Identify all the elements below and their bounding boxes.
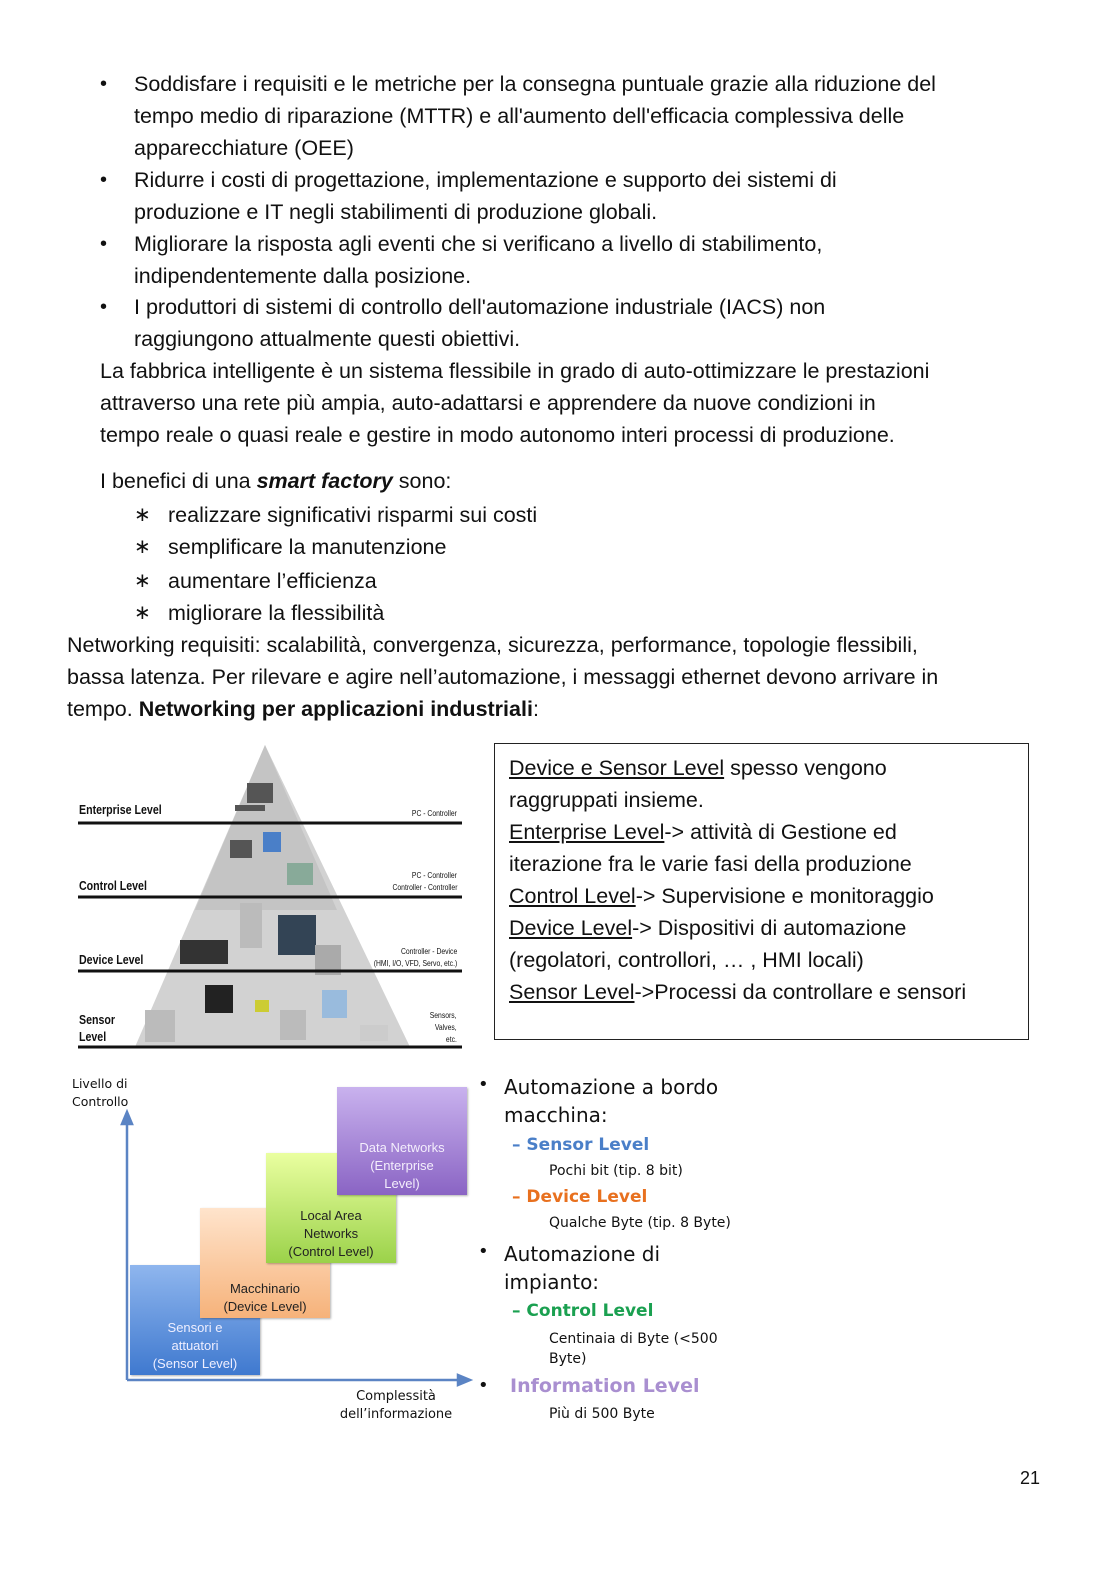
text: tempo. <box>67 697 139 721</box>
star-bullet-icon: ∗ <box>134 602 151 624</box>
text: Complessità <box>356 1389 436 1404</box>
pyramid-level-label: Device Level <box>79 953 144 967</box>
device-level-label <box>512 1187 647 1207</box>
pyramid-note: PC - Controller <box>412 871 457 880</box>
text: Automazione a bordo <box>504 1075 719 1099</box>
bullet-icon: • <box>100 73 108 95</box>
text: Device Level <box>526 1187 648 1207</box>
text: Sensori e <box>167 1320 223 1335</box>
text: Control Level <box>526 1301 654 1321</box>
bullet-icon: • <box>100 169 108 191</box>
text-line: bassa latenza. Per rilevare e agire nell’automazione, i messaggi ethernet devono arrivare in <box>67 665 939 689</box>
text-line: Networking requisiti: scalabilità, convergenza, sicurezza, performance, topologie flessibili, <box>67 633 918 657</box>
bullet-icon: • <box>478 1241 489 1262</box>
text: Sensor Level <box>526 1135 650 1155</box>
control-level-label <box>512 1301 653 1321</box>
text: -> Dispositivi di automazione <box>632 916 907 940</box>
dash: – <box>512 1135 521 1155</box>
pyramid-note: (HMI, I/O, VFD, Servo, etc.) <box>373 959 457 968</box>
device-level-desc: Qualche Byte (tip. 8 Byte) <box>549 1215 731 1231</box>
text-line: raggiungono attualmente questi obiettivi. <box>134 327 521 351</box>
box-line: raggruppati insieme. <box>509 788 704 812</box>
pyramid-note: Sensors, <box>430 1011 457 1020</box>
text: I benefici di una <box>100 469 257 493</box>
box-line <box>509 816 897 848</box>
information-level-label: Information Level <box>510 1375 700 1397</box>
underlined-term: Enterprise Level <box>509 820 665 844</box>
text: Macchinario <box>229 1281 301 1296</box>
pyramid-level-label: Sensor <box>79 1013 116 1027</box>
star-bullet-icon: ∗ <box>134 504 151 526</box>
control-level-desc <box>549 1329 718 1369</box>
pyramid-level-label: Control Level <box>79 879 147 893</box>
page-number: 21 <box>1020 1468 1041 1488</box>
list-heading <box>504 1073 718 1129</box>
text: (Enterprise <box>370 1158 434 1173</box>
box-line <box>509 752 887 784</box>
box-line <box>509 976 966 1008</box>
text-line: La fabbrica intelligente è un sistema flessibile in grado di auto-ottimizzare le prestazioni <box>100 359 930 383</box>
pyramid-note: etc. <box>446 1035 457 1044</box>
text: attuatori <box>171 1338 219 1353</box>
information-level-desc: Più di 500 Byte <box>549 1406 655 1422</box>
underlined-term: Device e Sensor Level <box>509 756 725 780</box>
text: (Control Level) <box>288 1244 374 1259</box>
text: -> Supervisione e monitoraggio <box>635 884 934 908</box>
bullet-icon: • <box>100 233 108 255</box>
emphasis: smart factory <box>256 469 393 493</box>
text: dell’informazione <box>339 1407 453 1422</box>
text-line: I produttori di sistemi di controllo dell'automazione industriale (IACS) non <box>134 295 826 319</box>
text: spesso vengono <box>724 756 887 780</box>
box-line: (regolatori, controllori, … , HMI locali) <box>509 948 864 972</box>
text-line: Soddisfare i requisiti e le metriche per la consegna puntuale grazie alla riduzione del <box>134 72 936 96</box>
box-line <box>509 912 906 944</box>
underlined-term: Control Level <box>509 884 636 908</box>
text: -> attività di Gestione ed <box>664 820 897 844</box>
box-line <box>509 880 934 912</box>
pyramid-note: PC - Controller <box>412 809 457 818</box>
text-line: tempo medio di riparazione (MTTR) e all'aumento dell'efficacia complessiva delle <box>134 104 905 128</box>
bullet-icon: • <box>100 296 108 318</box>
text: Centinaia di Byte (<500 <box>549 1331 718 1347</box>
text: (Device Level) <box>223 1299 307 1314</box>
text: Local Area <box>300 1208 362 1223</box>
text-line: apparecchiature (OEE) <box>134 136 354 160</box>
bullet-icon: • <box>478 1375 489 1396</box>
text-line: Ridurre i costi di progettazione, implementazione e supporto dei sistemi di <box>134 168 837 192</box>
list-item: migliorare la flessibilità <box>168 601 385 625</box>
text-line: tempo reale o quasi reale e gestire in modo autonomo interi processi di produzione. <box>100 423 895 447</box>
text: Level) <box>384 1176 420 1191</box>
text: Controllo <box>72 1094 129 1109</box>
list-item: aumentare l’efficienza <box>168 569 377 593</box>
star-bullet-icon: ∗ <box>134 570 151 592</box>
text-line: attraverso una rete più ampia, auto-adattarsi e apprendere da nuove condizioni in <box>100 391 876 415</box>
text: ->Processi da controllare e sensori <box>634 980 967 1004</box>
text: Byte) <box>549 1351 587 1367</box>
star-bullet-icon: ∗ <box>134 536 151 558</box>
pyramid-note: Controller - Controller <box>392 883 457 892</box>
text-line: Migliorare la risposta agli eventi che si verificano a livello di stabilimento, <box>134 232 823 256</box>
dash: – <box>512 1301 521 1321</box>
text: Automazione di <box>504 1242 661 1266</box>
pyramid-level-label: Level <box>79 1030 107 1044</box>
text: : <box>532 697 539 721</box>
list-item: semplificare la manutenzione <box>168 535 447 559</box>
box-line: iterazione fra le varie fasi della produzione <box>509 852 912 876</box>
text: impianto: <box>504 1270 600 1294</box>
text: macchina: <box>504 1103 608 1127</box>
pyramid-note: Valves, <box>435 1023 457 1032</box>
bullet-icon: • <box>478 1074 489 1095</box>
bold-text: Networking per applicazioni industriali <box>138 697 533 721</box>
step-enterprise-level <box>337 1087 467 1195</box>
list-heading <box>504 1240 660 1296</box>
text-line: indipendentemente dalla posizione. <box>134 264 472 288</box>
text: (Sensor Level) <box>152 1356 238 1371</box>
pyramid-level-label: Enterprise Level <box>79 803 162 817</box>
text: Livello di <box>72 1076 128 1091</box>
underlined-term: Sensor Level <box>509 980 635 1004</box>
sensor-level-label <box>512 1135 649 1155</box>
text: Networks <box>303 1226 359 1241</box>
text-line: produzione e IT negli stabilimenti di produzione globali. <box>134 200 658 224</box>
x-axis-label <box>330 1388 462 1424</box>
underlined-term: Device Level <box>509 916 633 940</box>
text: Data Networks <box>359 1140 445 1155</box>
dash: – <box>512 1187 521 1207</box>
list-item: realizzare significativi risparmi sui costi <box>168 503 538 527</box>
text: sono: <box>392 469 452 493</box>
sensor-level-desc: Pochi bit (tip. 8 bit) <box>549 1163 683 1179</box>
pyramid-note: Controller - Device <box>400 947 457 956</box>
